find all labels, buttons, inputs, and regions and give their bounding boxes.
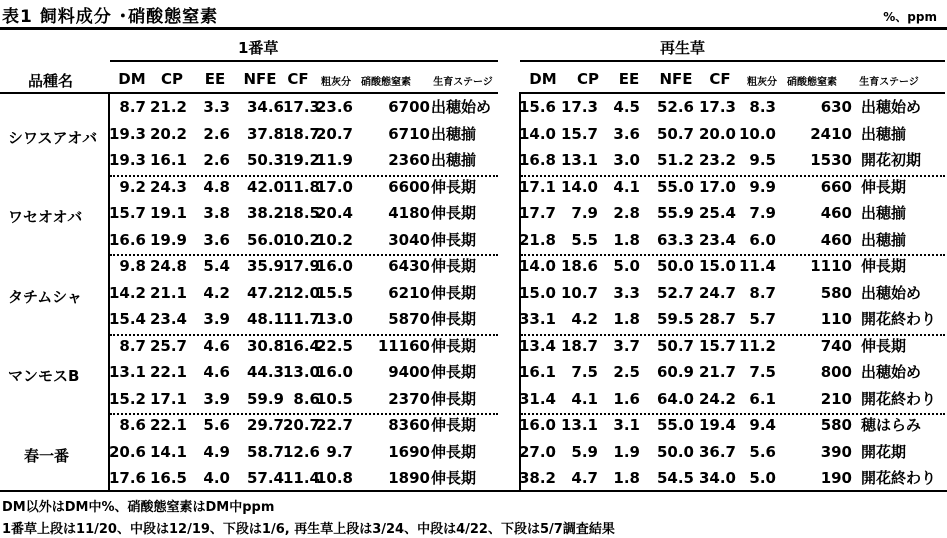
table-cell: 18.6 [560, 257, 598, 275]
table-cell: 14.2 [108, 283, 146, 302]
table-cell: 7.9 [749, 204, 776, 222]
table-cell: 11.9 [315, 151, 353, 169]
group-underline-first-cut [110, 60, 498, 62]
column-header-first-cut-2: EE [204, 70, 226, 88]
group-underline-regrowth [520, 60, 945, 62]
group-divider-left [110, 334, 498, 336]
group-header-first-cut: 1番草 [238, 39, 279, 57]
table-cell: 9.7 [326, 442, 353, 461]
table-cell: 11.8 [282, 177, 320, 196]
table-cell: 17.7 [518, 204, 556, 222]
table-cell: 9.9 [749, 177, 776, 196]
table-cell: 11.2 [738, 336, 776, 355]
table-cell: 19.9 [149, 230, 187, 249]
table-cell: 24.8 [149, 257, 187, 275]
table-cell-stage: 伸長期 [431, 177, 477, 196]
table-cell: 6600 [388, 177, 430, 196]
table-cell: 50.0 [656, 442, 694, 461]
table-cell: 30.8 [246, 336, 284, 355]
table-cell: 20.7 [315, 124, 353, 143]
table-cell: 15.7 [108, 204, 146, 222]
table-cell-stage: 伸長期 [431, 257, 477, 275]
table-cell: 7.5 [749, 363, 776, 381]
table-cell: 16.4 [282, 336, 320, 355]
table-cell: 23.4 [149, 310, 187, 328]
table-cell: 10.5 [315, 389, 353, 408]
table-cell-stage: 開花終わり [861, 310, 937, 328]
table-cell: 38.2 [518, 469, 556, 487]
table-cell: 3.6 [203, 230, 230, 249]
table-cell: 1.8 [613, 310, 640, 328]
table-cell: 25.7 [149, 336, 187, 355]
group-divider-right [521, 334, 945, 336]
table-cell: 7.5 [571, 363, 598, 381]
table-cell: 51.2 [656, 151, 694, 169]
table-cell-stage: 出穂始め [431, 98, 492, 116]
table-cell: 60.9 [656, 363, 694, 381]
table-cell: 4.6 [203, 363, 230, 381]
column-header-first-cut-0: DM [118, 70, 146, 88]
table-cell: 4.1 [613, 177, 640, 196]
table-cell: 3.3 [203, 98, 230, 116]
table-cell: 55.9 [656, 204, 694, 222]
variety-name: シワスアオバ [8, 128, 98, 147]
table-cell: 630 [820, 98, 852, 116]
table-cell: 10.0 [738, 124, 776, 143]
table-cell: 8360 [388, 416, 430, 434]
table-cell: 34.0 [698, 469, 736, 487]
table-cell: 5.0 [613, 257, 640, 275]
table-cell: 23.4 [698, 230, 736, 249]
table-cell: 2.8 [613, 204, 640, 222]
table-cell: 4.9 [203, 442, 230, 461]
table-cell: 5870 [388, 310, 430, 328]
table-cell: 4.1 [571, 389, 598, 408]
table-cell: 19.2 [282, 151, 320, 169]
table-cell-stage: 伸長期 [431, 230, 477, 249]
column-header-first-cut-5: 粗灰分 [321, 77, 351, 88]
table-cell: 580 [820, 283, 852, 302]
table-cell: 8.7 [749, 283, 776, 302]
table-cell: 64.0 [656, 389, 694, 408]
table-cell: 52.7 [656, 283, 694, 302]
table-cell: 6710 [388, 124, 430, 143]
table-cell: 19.3 [108, 151, 146, 169]
table-cell: 16.1 [518, 363, 556, 381]
table-cell: 17.0 [698, 177, 736, 196]
table-cell: 13.4 [518, 336, 556, 355]
table-cell: 4.8 [203, 177, 230, 196]
table-cell: 55.0 [656, 416, 694, 434]
table-cell: 10.8 [315, 469, 353, 487]
table-cell: 3040 [388, 230, 430, 249]
column-header-first-cut-1: CP [160, 70, 184, 88]
table-title: 表1 飼料成分 ･硝酸態窒素 [2, 7, 219, 27]
table-cell: 4180 [388, 204, 430, 222]
table-cell: 15.2 [108, 389, 146, 408]
table-cell: 38.2 [246, 204, 284, 222]
table-cell: 11.4 [738, 257, 776, 275]
table-cell: 3.9 [203, 389, 230, 408]
column-header-first-cut-4: CF [287, 70, 309, 88]
table-cell: 6700 [388, 98, 430, 116]
table-cell: 57.4 [246, 469, 284, 487]
table-cell: 20.6 [108, 442, 146, 461]
table-cell: 15.7 [560, 124, 598, 143]
table-cell: 20.4 [315, 204, 353, 222]
table-cell: 580 [820, 416, 852, 434]
table-cell-stage: 開花終わり [861, 389, 937, 408]
group-divider-left [110, 413, 498, 415]
table-cell-stage: 出穂揃 [861, 124, 907, 143]
table-cell: 13.1 [560, 416, 598, 434]
table-cell: 6210 [388, 283, 430, 302]
table-cell: 460 [820, 230, 852, 249]
table-cell: 6430 [388, 257, 430, 275]
table-cell-stage: 伸長期 [861, 177, 907, 196]
group-divider-right [521, 254, 945, 256]
table-cell-stage: 出穂始め [861, 363, 922, 381]
table-cell: 11160 [377, 336, 430, 355]
table-cell: 110 [820, 310, 852, 328]
table-cell: 36.7 [698, 442, 736, 461]
table-cell: 5.9 [571, 442, 598, 461]
table-cell: 5.6 [749, 442, 776, 461]
table-cell-stage: 伸長期 [431, 204, 477, 222]
variety-name: タチムシャ [8, 287, 82, 306]
table-cell: 13.0 [282, 363, 320, 381]
table-cell: 10.2 [315, 230, 353, 249]
table-cell: 17.0 [315, 177, 353, 196]
table-cell: 21.2 [149, 98, 187, 116]
table-cell: 31.4 [518, 389, 556, 408]
table-cell: 48.1 [246, 310, 284, 328]
table-cell: 4.6 [203, 336, 230, 355]
table-cell: 12.6 [282, 442, 320, 461]
table-cell: 15.6 [518, 98, 556, 116]
table-cell-stage: 伸長期 [431, 416, 477, 434]
table-cell: 4.5 [613, 98, 640, 116]
table-cell: 19.3 [108, 124, 146, 143]
table-cell: 16.0 [315, 363, 353, 381]
table-cell: 6.0 [749, 230, 776, 249]
table-cell-stage: 出穂揃 [861, 230, 907, 249]
unit-label: %、ppm [883, 10, 937, 24]
footnote-dates: 1番草上段は11/20、中段は12/19、下段は1/6, 再生草上段は3/24、中段は4/22、下段は5/7調査結果 [2, 522, 615, 537]
top-rule [0, 27, 947, 30]
table-cell: 15.0 [518, 283, 556, 302]
table-cell: 3.7 [613, 336, 640, 355]
table-cell: 11.7 [282, 310, 320, 328]
table-cell: 3.1 [613, 416, 640, 434]
table-cell: 14.0 [518, 257, 556, 275]
table-cell: 17.6 [108, 469, 146, 487]
table-cell: 14.1 [149, 442, 187, 461]
table-cell: 5.0 [749, 469, 776, 487]
table-cell: 4.2 [571, 310, 598, 328]
table-cell-stage: 出穂揃 [431, 124, 477, 143]
column-header-regrowth-7: 生育ステージ [859, 77, 919, 88]
column-header-regrowth-6: 硝酸態窒素 [787, 77, 837, 88]
group-divider-right [521, 413, 945, 415]
table-cell: 13.1 [560, 151, 598, 169]
table-cell: 13.0 [315, 310, 353, 328]
table-cell: 10.7 [560, 283, 598, 302]
table-cell: 21.1 [149, 283, 187, 302]
table-cell: 28.7 [698, 310, 736, 328]
table-cell: 35.9 [246, 257, 284, 275]
table-cell: 24.3 [149, 177, 187, 196]
table-cell: 16.1 [149, 151, 187, 169]
table-cell: 18.7 [560, 336, 598, 355]
column-header-regrowth-2: EE [618, 70, 640, 88]
table-cell: 56.0 [246, 230, 284, 249]
table-cell: 4.7 [571, 469, 598, 487]
table-cell: 2.6 [203, 151, 230, 169]
table-cell: 14.0 [518, 124, 556, 143]
table-cell: 47.2 [246, 283, 284, 302]
table-cell: 12.0 [282, 283, 320, 302]
table-cell-stage: 開花終わり [861, 469, 937, 487]
column-header-first-cut-6: 硝酸態窒素 [361, 77, 411, 88]
table-cell: 19.4 [698, 416, 736, 434]
table-cell: 24.2 [698, 389, 736, 408]
table-cell: 20.7 [282, 416, 320, 434]
table-cell-stage: 伸長期 [431, 310, 477, 328]
bottom-rule [0, 490, 947, 492]
column-header-regrowth-3: NFE [659, 70, 693, 88]
table-cell: 33.1 [518, 310, 556, 328]
column-header-regrowth-0: DM [529, 70, 557, 88]
table-cell: 11.4 [282, 469, 320, 487]
variety-name: 春一番 [24, 446, 70, 465]
table-cell: 59.9 [246, 389, 284, 408]
table-cell: 58.7 [246, 442, 284, 461]
table-cell: 25.4 [698, 204, 736, 222]
table-cell-stage: 伸長期 [861, 336, 907, 355]
table-cell: 1.8 [613, 230, 640, 249]
table-cell: 3.9 [203, 310, 230, 328]
table-cell: 3.8 [203, 204, 230, 222]
table-cell: 21.7 [698, 363, 736, 381]
table-cell: 210 [820, 389, 852, 408]
table-cell: 1890 [388, 469, 430, 487]
table-cell: 20.2 [149, 124, 187, 143]
table-cell: 3.6 [613, 124, 640, 143]
table-cell: 800 [820, 363, 852, 381]
table-cell: 8.6 [119, 416, 146, 434]
table-cell: 19.1 [149, 204, 187, 222]
table-cell: 52.6 [656, 98, 694, 116]
table-cell: 2.6 [203, 124, 230, 143]
table-cell: 9.4 [749, 416, 776, 434]
footnote-units: DM以外はDM中%、硝酸態窒素はDM中ppm [2, 500, 275, 515]
table-cell: 22.7 [315, 416, 353, 434]
table-cell: 5.5 [571, 230, 598, 249]
table-cell: 8.6 [293, 389, 320, 408]
table-cell-stage: 出穂揃 [861, 204, 907, 222]
table-cell: 17.9 [282, 257, 320, 275]
table-cell: 50.7 [656, 124, 694, 143]
column-header-first-cut-7: 生育ステージ [433, 77, 493, 88]
table-cell: 17.3 [698, 98, 736, 116]
table-cell: 3.0 [613, 151, 640, 169]
table-cell: 22.1 [149, 363, 187, 381]
table-cell: 9.5 [749, 151, 776, 169]
table-cell: 2.5 [613, 363, 640, 381]
table-cell-stage: 伸長期 [431, 469, 477, 487]
table-cell: 2410 [810, 124, 852, 143]
table-cell: 4.0 [203, 469, 230, 487]
table-cell: 15.5 [315, 283, 353, 302]
table-cell: 1.9 [613, 442, 640, 461]
table-cell: 27.0 [518, 442, 556, 461]
table-cell: 460 [820, 204, 852, 222]
table-cell: 15.7 [698, 336, 736, 355]
table-cell: 37.8 [246, 124, 284, 143]
table-cell: 8.7 [119, 98, 146, 116]
table-cell: 59.5 [656, 310, 694, 328]
table-cell-stage: 開花期 [861, 442, 907, 461]
column-header-regrowth-5: 粗灰分 [747, 77, 777, 88]
group-header-regrowth: 再生草 [660, 39, 706, 57]
table-cell: 740 [820, 336, 852, 355]
header-rule-right [520, 92, 945, 94]
table-cell: 21.8 [518, 230, 556, 249]
table-cell-stage: 出穂揃 [431, 151, 477, 169]
table-cell-stage: 伸長期 [431, 389, 477, 408]
table-cell: 63.3 [656, 230, 694, 249]
table-cell: 17.1 [149, 389, 187, 408]
table-cell: 390 [820, 442, 852, 461]
table-cell: 2360 [388, 151, 430, 169]
table-cell: 23.6 [315, 98, 353, 116]
table-cell: 24.7 [698, 283, 736, 302]
table-cell-stage: 出穂始め [861, 98, 922, 116]
table-cell-stage: 出穂始め [861, 283, 922, 302]
table-cell: 660 [820, 177, 852, 196]
table-cell: 6.1 [749, 389, 776, 408]
table-cell: 1110 [810, 257, 852, 275]
table-cell: 8.7 [119, 336, 146, 355]
column-header-regrowth-4: CF [709, 70, 731, 88]
table-cell: 16.8 [518, 151, 556, 169]
table-cell: 16.6 [108, 230, 146, 249]
table-cell: 54.5 [656, 469, 694, 487]
variety-column-header: 品種名 [28, 72, 74, 90]
table-cell: 9.8 [119, 257, 146, 275]
table-cell: 13.1 [108, 363, 146, 381]
table-cell-stage: 開花初期 [861, 151, 922, 169]
table-cell: 50.7 [656, 336, 694, 355]
table-cell: 17.1 [518, 177, 556, 196]
table-cell: 16.0 [518, 416, 556, 434]
group-divider-left [110, 254, 498, 256]
table-cell: 5.4 [203, 257, 230, 275]
table-cell-stage: 伸長期 [431, 442, 477, 461]
variety-name: ワセオオバ [8, 208, 83, 226]
table-cell-stage: 伸長期 [861, 257, 907, 275]
table-cell: 29.7 [246, 416, 284, 434]
variety-name: マンモスB [8, 367, 80, 385]
table-cell: 3.3 [613, 283, 640, 302]
table-cell-stage: 伸長期 [431, 336, 477, 355]
table-cell: 9400 [388, 363, 430, 381]
table-cell: 1.8 [613, 469, 640, 487]
table-cell-stage: 伸長期 [431, 363, 477, 381]
column-header-first-cut-3: NFE [243, 70, 277, 88]
table-cell: 55.0 [656, 177, 694, 196]
table-cell: 23.2 [698, 151, 736, 169]
table-cell: 18.7 [282, 124, 320, 143]
table-cell: 7.9 [571, 204, 598, 222]
table-cell: 17.3 [560, 98, 598, 116]
table-cell: 14.0 [560, 177, 598, 196]
table-cell: 2370 [388, 389, 430, 408]
table-cell: 5.6 [203, 416, 230, 434]
table-cell: 190 [820, 469, 852, 487]
table-cell: 22.5 [315, 336, 353, 355]
table-cell: 34.6 [246, 98, 284, 116]
table-cell-stage: 伸長期 [431, 283, 477, 302]
table-cell: 15.0 [698, 257, 736, 275]
table-cell: 1530 [810, 151, 852, 169]
table-cell: 17.3 [282, 98, 320, 116]
table-cell: 1690 [388, 442, 430, 461]
table-cell-stage: 穂はらみ [861, 416, 922, 434]
table-cell: 50.0 [656, 257, 694, 275]
table-cell: 5.7 [749, 310, 776, 328]
table-cell: 50.3 [246, 151, 284, 169]
table-cell: 15.4 [108, 310, 146, 328]
table-cell: 44.3 [246, 363, 284, 381]
header-rule-left [0, 92, 498, 94]
table-cell: 20.0 [698, 124, 736, 143]
table-cell: 16.0 [315, 257, 353, 275]
table-cell: 8.3 [749, 98, 776, 116]
table-cell: 42.0 [246, 177, 284, 196]
table-cell: 1.6 [613, 389, 640, 408]
table-cell: 4.2 [203, 283, 230, 302]
table-cell: 18.5 [282, 204, 320, 222]
group-divider-left [110, 175, 498, 177]
table-cell: 9.2 [119, 177, 146, 196]
table-cell: 10.2 [282, 230, 320, 249]
group-divider-right [521, 175, 945, 177]
table-cell: 22.1 [149, 416, 187, 434]
column-header-regrowth-1: CP [576, 70, 600, 88]
table-cell: 16.5 [149, 469, 187, 487]
